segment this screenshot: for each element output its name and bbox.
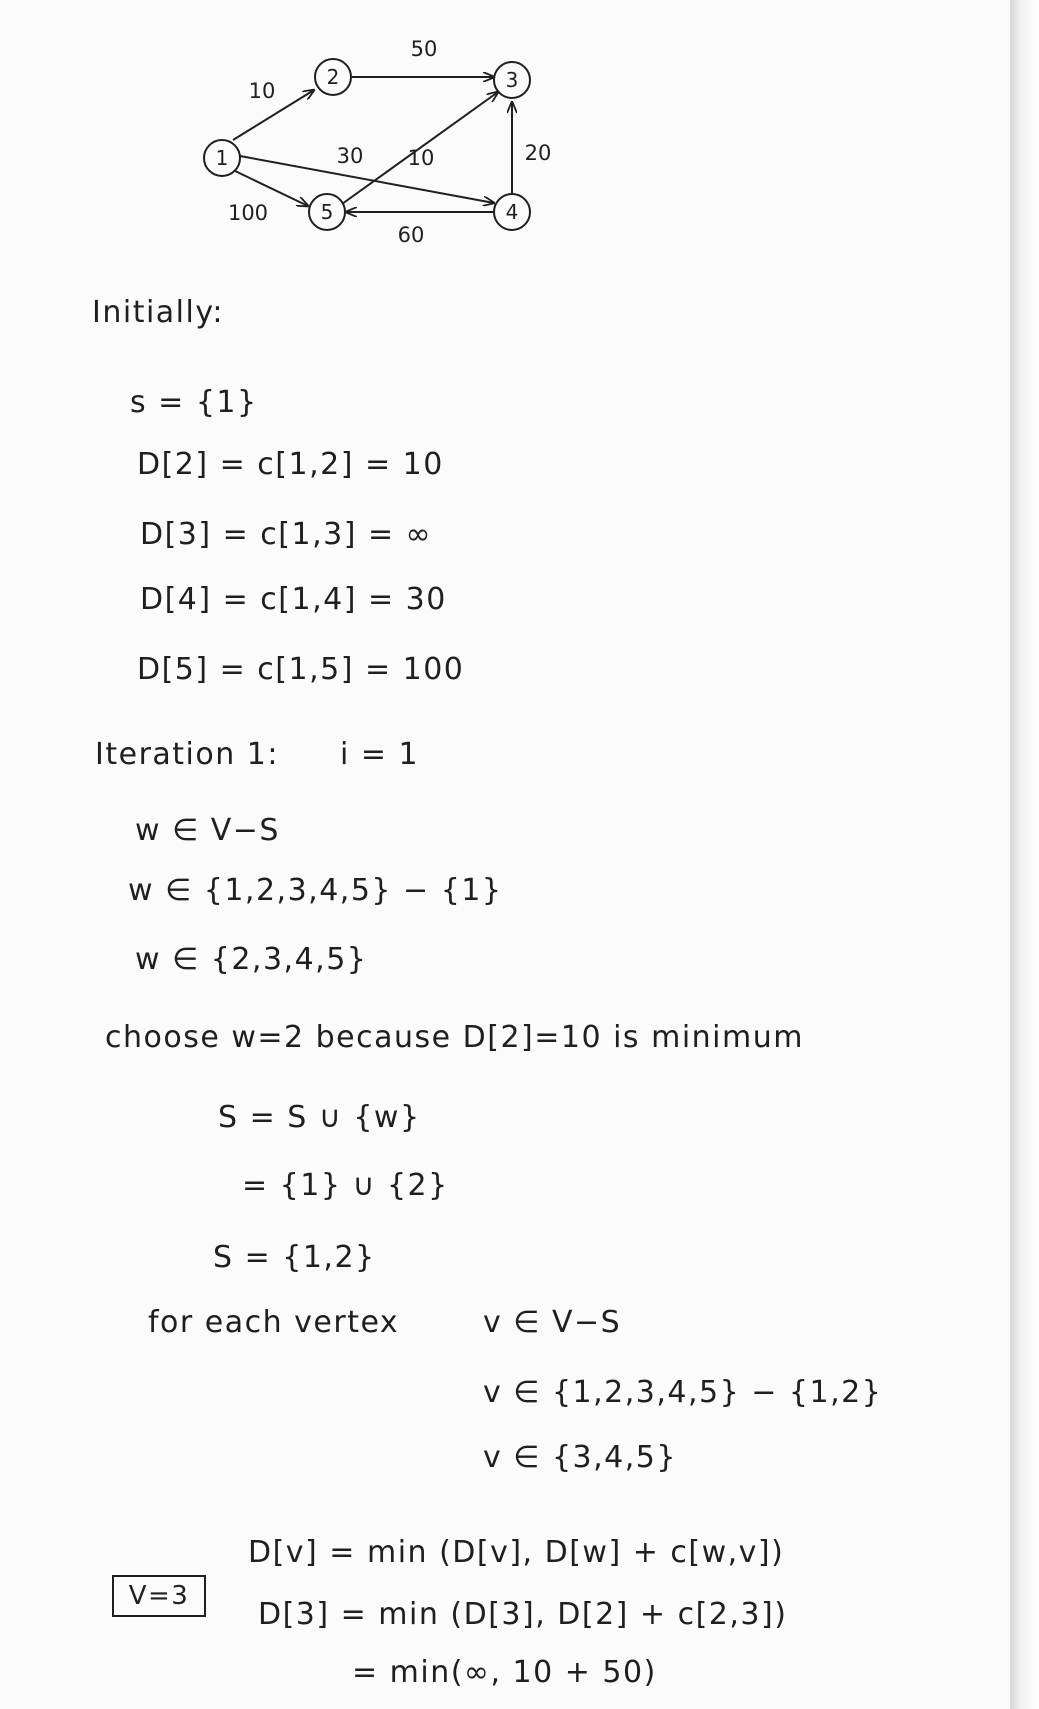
v-line-3: v ∈ {3,4,5} xyxy=(483,1440,677,1475)
formula-line-1: D[v] = min (D[v], D[w] + c[w,v]) xyxy=(248,1535,785,1570)
w-line-2: w ∈ {1,2,3,4,5} − {1} xyxy=(128,873,503,908)
initial-d2-line: D[2] = c[1,2] = 10 xyxy=(137,447,444,482)
s-line-3: S = {1,2} xyxy=(213,1240,376,1275)
weight-4-3: 20 xyxy=(524,141,552,165)
initial-set-line: s = {1} xyxy=(130,385,258,420)
node-2-label: 2 xyxy=(326,65,340,89)
v-line-2: v ∈ {1,2,3,4,5} − {1,2} xyxy=(483,1375,883,1410)
s-line-1: S = S ∪ {w} xyxy=(218,1100,421,1135)
iteration-heading: Iteration 1: xyxy=(95,737,279,772)
boxed-v-value xyxy=(112,1575,206,1617)
choose-line: choose w=2 because D[2]=10 is minimum xyxy=(105,1020,804,1055)
edge-1-4 xyxy=(240,156,494,203)
initial-d5-line: D[5] = c[1,5] = 100 xyxy=(137,652,465,687)
initial-d3-line: D[3] = c[1,3] = ∞ xyxy=(140,517,433,552)
iteration-counter: i = 1 xyxy=(340,737,420,772)
node-3-label: 3 xyxy=(505,68,519,92)
node-5-label: 5 xyxy=(320,200,334,224)
s-line-2: = {1} ∪ {2} xyxy=(242,1168,449,1203)
weight-2-3: 50 xyxy=(410,37,438,61)
initial-d4-line: D[4] = c[1,4] = 30 xyxy=(140,582,447,617)
node-4-label: 4 xyxy=(505,200,519,224)
graph-diagram xyxy=(0,0,1039,260)
boxed-v-label: V=3 xyxy=(128,1581,190,1611)
weight-1-4: 30 xyxy=(336,144,364,168)
v-line-1: v ∈ V−S xyxy=(483,1305,622,1340)
node-1-label: 1 xyxy=(215,146,229,170)
weight-4-5: 60 xyxy=(397,223,425,247)
formula-line-3: = min(∞, 10 + 50) xyxy=(352,1655,657,1690)
weight-1-2: 10 xyxy=(248,79,276,103)
for-each-line: for each vertex xyxy=(148,1305,400,1340)
initially-heading: Initially: xyxy=(92,295,225,330)
weight-5-3: 10 xyxy=(407,146,435,170)
formula-line-2: D[3] = min (D[3], D[2] + c[2,3]) xyxy=(258,1597,788,1632)
w-line-1: w ∈ V−S xyxy=(135,813,280,848)
w-line-3: w ∈ {2,3,4,5} xyxy=(135,942,368,977)
weight-1-5: 100 xyxy=(227,201,269,225)
